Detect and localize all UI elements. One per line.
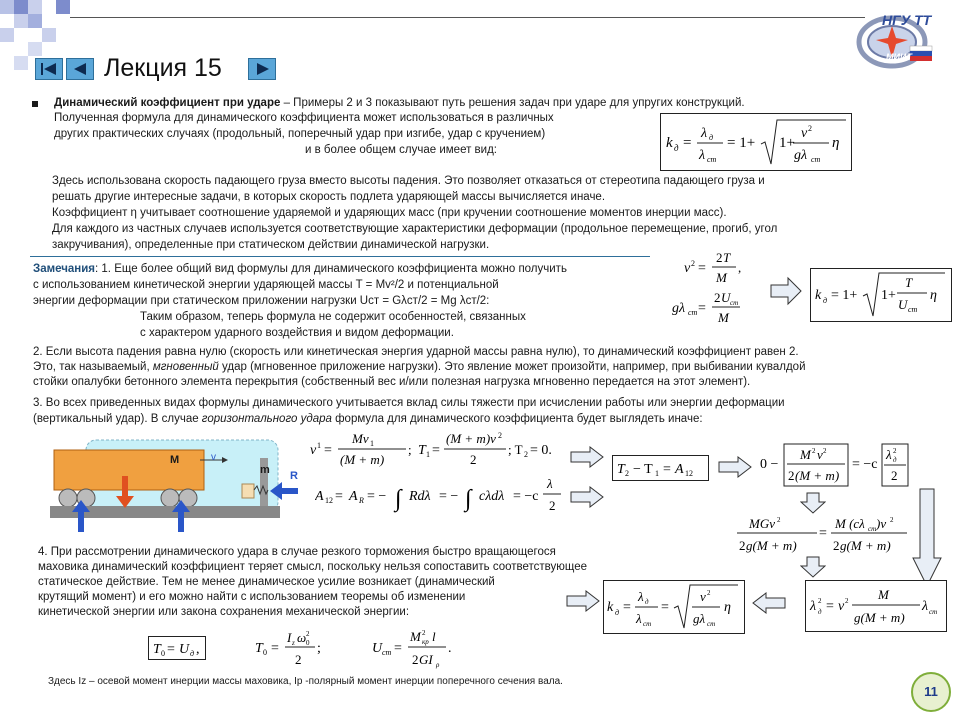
remarks-line-1 — [33, 262, 567, 276]
item4-line: кинетической энергии или закона сохранения механической энергии: — [38, 606, 410, 618]
svg-text:=: = — [698, 301, 706, 316]
svg-text:= 1+: = 1+ — [831, 288, 858, 303]
energy-formulas — [670, 250, 770, 330]
svg-text:д: д — [823, 296, 828, 305]
svg-text:M: M — [878, 587, 889, 602]
svg-text:=: = — [271, 641, 279, 656]
university-logo — [852, 8, 938, 70]
arrow-right-icon — [718, 456, 752, 478]
intro-line-2: Полученная формула для динамического коэффициента может использоваться в различных — [54, 112, 554, 124]
svg-text:= 1+: = 1+ — [727, 135, 756, 151]
item3-line: 3. Во всех приведенных видах формулы динамического учитывается вклад силы тяжести при исчислении работы или энергии деформации — [33, 397, 785, 409]
svg-text:2: 2 — [422, 629, 426, 637]
decor-square — [56, 0, 70, 14]
svg-text:=: = — [432, 443, 440, 458]
svg-text:д: д — [615, 608, 620, 617]
svg-text:д: д — [674, 143, 679, 153]
svg-text:0: 0 — [306, 639, 310, 647]
svg-text:= −: = − — [367, 489, 387, 504]
svg-text:T: T — [153, 642, 161, 657]
svg-text:=: = — [826, 599, 834, 614]
svg-text:T: T — [418, 443, 426, 458]
deflection-equation — [735, 512, 910, 556]
svg-text:gλ: gλ — [693, 611, 706, 626]
svg-text:ст: ст — [730, 299, 739, 307]
decor-square — [42, 28, 56, 42]
page-number-badge — [911, 672, 951, 712]
horizontal-impact-diagram — [50, 438, 300, 538]
kinetic-energy-formula — [255, 626, 335, 670]
arrow-down-icon — [800, 556, 826, 578]
arrow-left-icon — [752, 592, 786, 614]
arrow-down-icon — [912, 488, 942, 588]
svg-text:λ: λ — [547, 476, 553, 491]
svg-text:z: z — [292, 639, 295, 647]
decor-square — [0, 28, 14, 42]
energy-equality-formula — [148, 636, 206, 660]
intro-line-1 — [54, 96, 745, 110]
svg-text:2: 2 — [549, 498, 556, 513]
item3-line-2 — [33, 412, 703, 426]
svg-text:0 −: 0 − — [760, 457, 779, 472]
dynamic-coefficient-formula — [660, 113, 852, 171]
svg-text:.: . — [448, 641, 452, 656]
svg-text:ст: ст — [908, 305, 918, 314]
svg-text:λ: λ — [636, 611, 642, 626]
svg-text:η: η — [724, 600, 731, 615]
svg-text:0: 0 — [161, 649, 165, 658]
svg-text:∫: ∫ — [465, 486, 472, 512]
svg-text:2: 2 — [625, 469, 629, 478]
header-rule — [70, 17, 865, 18]
svg-text:gλ: gλ — [794, 148, 808, 163]
svg-text:λ: λ — [701, 126, 708, 141]
diagram-label-v: v — [211, 452, 216, 463]
svg-text:2: 2 — [714, 290, 721, 305]
decor-square — [14, 14, 28, 28]
svg-text:;: ; — [408, 442, 412, 457]
svg-text:; T: ; T — [508, 442, 523, 457]
svg-text:2: 2 — [808, 124, 812, 133]
svg-text:g(M + m): g(M + m) — [746, 538, 797, 553]
item2-italic: мгновенный — [149, 361, 219, 373]
svg-text:U: U — [721, 290, 731, 305]
svg-text:2: 2 — [498, 431, 502, 440]
svg-text:λ: λ — [638, 589, 644, 604]
svg-text:2: 2 — [716, 250, 723, 265]
svg-text:=: = — [819, 526, 827, 541]
svg-text:A: A — [315, 489, 324, 504]
svg-text:12: 12 — [325, 496, 333, 505]
svg-text:Mv: Mv — [352, 431, 369, 446]
svg-text:,: , — [738, 260, 742, 275]
diagram-label-M: M — [170, 454, 180, 466]
svg-text:1: 1 — [370, 439, 374, 448]
intro-line-3: других практических случаях (продольный, поперечный удар при изгибе, удар с кручением) — [54, 128, 546, 140]
svg-text:= −: = − — [439, 489, 459, 504]
svg-text:A: A — [349, 489, 358, 504]
svg-text:k: k — [607, 600, 614, 615]
page-number: 11 — [924, 684, 938, 699]
arrow-right-icon — [566, 590, 600, 612]
svg-text:g(M + m): g(M + m) — [840, 538, 891, 553]
svg-text:(M + m): (M + m) — [340, 452, 385, 467]
svg-text:0: 0 — [263, 648, 267, 657]
decor-square — [28, 14, 42, 28]
svg-text:M: M — [718, 310, 729, 325]
svg-text:MGv: MGv — [749, 516, 775, 531]
item4-line: крутящий момент) и его можно найти с использованием теоремы об изменении — [38, 591, 466, 603]
svg-text:2: 2 — [306, 630, 310, 638]
decor-square — [14, 0, 28, 14]
first-slide-icon — [36, 59, 62, 79]
intro-line-4: и в более общем случае имеет вид: — [305, 144, 497, 156]
svg-text:2: 2 — [777, 516, 781, 524]
decor-square — [0, 0, 14, 14]
remarks-underline — [30, 256, 650, 257]
arrow-right-icon — [570, 446, 604, 468]
strain-energy-formula — [372, 624, 472, 672]
energy-balance-formula — [612, 455, 709, 481]
svg-text:ст: ст — [811, 155, 821, 164]
remarks-line: энергии деформации при статическом приложении нагрузки Uст = Gλст/2 = Mg λст/2: — [33, 295, 490, 307]
item4-line: 4. При рассмотрении динамического удара в случае резкого торможения быстро вращающегося — [38, 546, 556, 558]
svg-text:v: v — [684, 261, 691, 276]
svg-text:ст: ст — [382, 648, 392, 657]
paragraph-line: закручивания), определенные при статическом действии динамической нагрузки. — [52, 239, 490, 251]
footer-note: Здесь Iz – осевой момент инерции массы маховика, Ip -полярный момент инерции поперечного сечения вала. — [48, 676, 563, 687]
svg-text:2: 2 — [707, 589, 711, 597]
svg-text:ст: ст — [643, 620, 652, 628]
svg-text:2: 2 — [845, 597, 849, 605]
item3-italic: горизонтального удара — [198, 413, 332, 425]
svg-text:ст: ст — [929, 608, 938, 616]
svg-text:M: M — [716, 270, 727, 285]
decor-square — [28, 0, 42, 14]
decor-square — [14, 56, 28, 70]
svg-text:1+: 1+ — [881, 288, 896, 303]
svg-text:M (cλ: M (cλ — [835, 516, 865, 531]
svg-text:= −c: = −c — [852, 457, 878, 472]
arrow-down-icon — [800, 492, 826, 514]
svg-text:ст: ст — [707, 620, 716, 628]
paragraph-line: решать другие интересные задачи, в которых скорость подлета ударяющей массы вычисляется иначе. — [52, 191, 606, 203]
svg-text:R: R — [359, 496, 364, 505]
svg-text:cλdλ: cλdλ — [479, 489, 505, 504]
svg-text:1: 1 — [426, 450, 430, 459]
remarks-line: с характером ударного воздействия и видом деформации. — [140, 327, 454, 339]
svg-text:M: M — [410, 629, 421, 644]
svg-text:2: 2 — [691, 259, 695, 268]
svg-text:T: T — [617, 462, 625, 477]
svg-text:2: 2 — [890, 516, 894, 524]
svg-text:η: η — [930, 288, 937, 303]
svg-text:g(M + m): g(M + m) — [854, 610, 905, 625]
svg-text:λ: λ — [699, 148, 706, 163]
svg-text:k: k — [666, 135, 673, 151]
static-deflection-formula — [805, 580, 947, 632]
item4-line: маховика динамический коэффициент теряет смысл, поскольку нельзя сопоставить соответствующее — [38, 561, 588, 573]
energy-coefficient-formula — [810, 268, 952, 322]
svg-text:l: l — [432, 629, 436, 644]
svg-text:,: , — [196, 642, 200, 657]
svg-text:д: д — [190, 649, 195, 658]
svg-text:=: = — [167, 642, 175, 657]
svg-text:v: v — [817, 447, 823, 462]
work-formula — [315, 472, 565, 522]
intro-heading: Динамический коэффициент при ударе — [54, 97, 281, 109]
impact-velocity-formulas — [310, 430, 570, 470]
svg-text:Rdλ: Rdλ — [409, 489, 431, 504]
rotation-coefficient-formula — [603, 580, 745, 634]
arrow-right-icon — [570, 486, 604, 508]
svg-text:− T: − T — [633, 462, 653, 477]
item3-text: формула для динамического коэффициента будет выглядеть иначе: — [331, 413, 703, 425]
remarks-line: Таким образом, теперь формула не содержит особенностей, связанных — [140, 311, 526, 323]
arrow-right-icon — [770, 276, 802, 306]
svg-text:(M + m)v: (M + m)v — [446, 431, 496, 446]
remarks-line: с использованием кинетической энергии ударяющей массы T = Mv²/2 и потенциальной — [33, 279, 499, 291]
svg-text:д: д — [645, 598, 649, 606]
previous-slide-icon — [67, 59, 93, 79]
item2-line: стойки опалубки бетонного элемента перекрытия (собственный вес и/или полезная нагрузка мгновенно передается на этот элемент). — [33, 376, 751, 388]
svg-text:=: = — [683, 135, 692, 151]
svg-text:2: 2 — [891, 468, 898, 483]
logo-subtext: МИИТ — [886, 52, 912, 62]
svg-text:12: 12 — [685, 469, 693, 478]
item2-text: Это, так называемый, — [33, 361, 150, 373]
svg-text:2: 2 — [470, 452, 477, 467]
svg-text:k: k — [815, 288, 822, 303]
item2-line: 2. Если высота падения равна нулю (скорость или кинетическая энергия ударной массы равна нулю), то динамический коэффициент равен 2. — [33, 346, 799, 358]
svg-text:I: I — [287, 630, 292, 645]
svg-text:v: v — [310, 443, 317, 458]
diagram-label-R: R — [290, 470, 298, 482]
svg-text:T: T — [905, 275, 913, 290]
svg-text:2: 2 — [893, 447, 897, 455]
previous-slide-button[interactable] — [66, 58, 94, 80]
svg-text:∫: ∫ — [395, 486, 402, 512]
next-slide-button[interactable] — [248, 58, 276, 80]
svg-text:=: = — [623, 600, 631, 615]
item2-text: удар (мгновенное приложение нагрузки). Это явление может произойти, например, при выбивании кувалдой — [218, 361, 806, 373]
svg-text:=: = — [663, 462, 671, 477]
remarks-label: Замечания — [33, 263, 96, 275]
item2-line-2 — [33, 360, 806, 374]
svg-text:λ: λ — [922, 599, 929, 614]
svg-text:T: T — [723, 250, 731, 265]
svg-text:gλ: gλ — [672, 301, 686, 316]
svg-text:λ: λ — [810, 599, 817, 614]
svg-text:U: U — [179, 642, 190, 657]
svg-text:2: 2 — [818, 597, 822, 605]
svg-text:2: 2 — [739, 538, 746, 553]
svg-text:ω: ω — [297, 630, 307, 645]
svg-text:ρ: ρ — [436, 661, 440, 669]
svg-text:v: v — [801, 126, 808, 141]
svg-text:U: U — [898, 297, 908, 312]
svg-text:=: = — [661, 600, 669, 615]
diagram-label-m: m — [260, 464, 270, 476]
bullet — [32, 101, 38, 107]
decor-square — [28, 42, 42, 56]
svg-text:2: 2 — [524, 450, 528, 459]
svg-text:д: д — [709, 133, 714, 142]
svg-text:2: 2 — [833, 538, 840, 553]
svg-text:=: = — [324, 443, 332, 458]
svg-text:2: 2 — [788, 468, 795, 483]
svg-text:=: = — [698, 261, 706, 276]
svg-text:1: 1 — [317, 441, 321, 450]
item3-text: (вертикальный удар). В случае — [33, 413, 199, 425]
svg-text:)v: )v — [876, 516, 887, 531]
svg-text:M: M — [800, 447, 811, 462]
svg-text:T: T — [255, 641, 263, 656]
first-slide-button[interactable] — [35, 58, 63, 80]
svg-text:v: v — [700, 589, 706, 604]
svg-text:1: 1 — [655, 469, 659, 478]
svg-text:λ: λ — [886, 447, 892, 462]
energy-equation — [760, 440, 910, 490]
remarks-text: : 1. Еще более общий вид формулы для динамического коэффициента можно получить — [95, 263, 567, 275]
intro-line-1-rest: – Примеры 2 и 3 показывают путь решения задач при ударе для упругих конструкций. — [280, 97, 745, 109]
svg-text:д: д — [893, 456, 897, 464]
svg-text:1+: 1+ — [779, 135, 795, 151]
svg-text:=: = — [394, 641, 402, 656]
svg-text:=: = — [335, 489, 343, 504]
paragraph-line: Здесь использована скорость падающего груза вместо высоты падения. Это позволяет отказаться от стереотипа падающего груза и — [52, 175, 765, 187]
svg-text:U: U — [372, 641, 383, 656]
page-title: Лекция 15 — [104, 54, 222, 82]
item4-line: статическое действие. Тем не менее динамическое усилие возникает (динамический — [38, 576, 495, 588]
svg-text:2: 2 — [412, 652, 419, 667]
logo-text: НГУ ТТ — [882, 12, 932, 28]
svg-text:д: д — [818, 608, 822, 616]
svg-text:= 0.: = 0. — [530, 443, 552, 458]
svg-text:ст: ст — [688, 308, 698, 317]
svg-text:2: 2 — [295, 652, 302, 667]
svg-text:A: A — [675, 462, 684, 477]
next-slide-icon — [249, 59, 275, 79]
paragraph-line: Для каждого из частных случаев используется соответствующие характеристики деформации (продольное перемещение, прогиб, угол — [52, 223, 778, 235]
svg-text:= −c: = −c — [513, 489, 539, 504]
svg-text:ст: ст — [868, 525, 877, 533]
svg-text:ст: ст — [707, 155, 717, 164]
svg-text:GI: GI — [419, 652, 433, 667]
svg-text:2: 2 — [823, 447, 827, 455]
svg-text:кр: кр — [422, 638, 429, 646]
svg-text:v: v — [838, 599, 845, 614]
svg-text:η: η — [832, 135, 840, 151]
svg-text:;: ; — [317, 641, 321, 656]
svg-text:(M + m): (M + m) — [795, 468, 840, 483]
paragraph-line: Коэффициент η учитывает соотношение ударяемой и ударяющих масс (при кручении соотношение моментов инерции масс). — [52, 207, 727, 219]
svg-text:2: 2 — [812, 447, 816, 455]
